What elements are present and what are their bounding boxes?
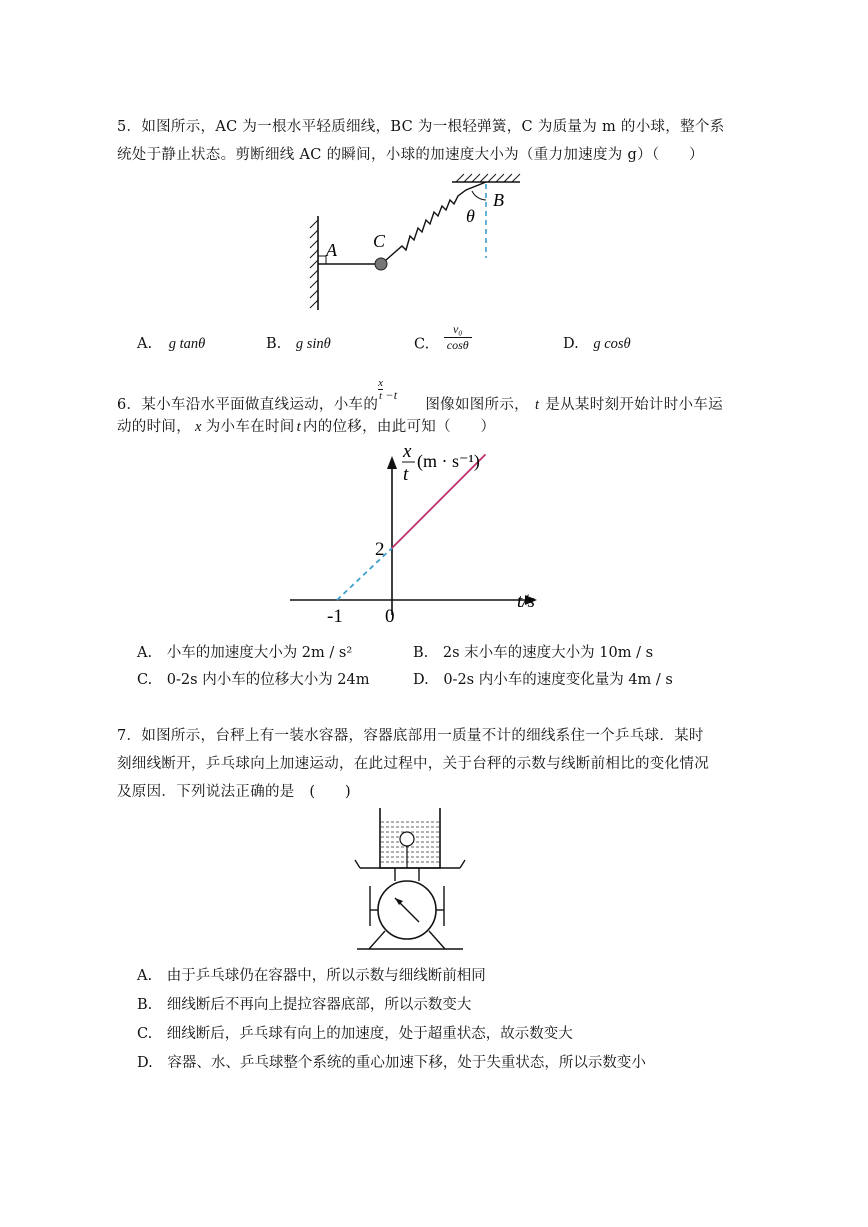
- label-theta: θ: [466, 206, 475, 226]
- q6-option-a[interactable]: [137, 641, 352, 662]
- ping-pong-ball: [400, 832, 414, 846]
- x-tick-minus1: -1: [327, 606, 343, 627]
- option-text: 小车的加速度大小为 2m / s²: [166, 645, 353, 661]
- y-label-den: t: [403, 464, 409, 485]
- label-c: C: [373, 231, 386, 251]
- option-key: C.: [414, 336, 430, 353]
- q5-option-a[interactable]: [137, 336, 205, 353]
- option-text: g cosθ: [593, 336, 631, 352]
- option-text: 0-2s 内小车的位移大小为 24m: [166, 672, 370, 688]
- q6-chart: [285, 440, 545, 630]
- option-key: D.: [563, 336, 579, 352]
- option-fraction: [444, 322, 472, 353]
- q7-option-b[interactable]: [137, 993, 471, 1014]
- fraction-den: t: [379, 389, 383, 402]
- fraction-num: x: [378, 376, 384, 389]
- option-text: 由于乒乓球仍在容器中，所以示数与细线断前相同: [166, 968, 486, 984]
- option-key: C.: [137, 1026, 153, 1042]
- option-key: A.: [137, 645, 153, 661]
- option-key: A.: [137, 336, 153, 352]
- fraction-den: cosθ: [446, 338, 469, 352]
- y-tick-2: 2: [375, 539, 385, 560]
- y-label-num: x: [403, 441, 412, 462]
- q5-figure: [300, 172, 530, 317]
- q5-option-c[interactable]: [414, 322, 472, 353]
- x-label: t/s: [517, 591, 535, 612]
- q7-option-c[interactable]: [137, 1022, 573, 1043]
- option-text: 细线断后，乒乓球有向上的加速度，处于超重状态，故示数变大: [166, 1026, 573, 1042]
- q7-option-d[interactable]: [137, 1051, 646, 1072]
- stem-fraction: [378, 377, 383, 402]
- q7-figure: [355, 806, 475, 956]
- option-key: C.: [137, 672, 153, 688]
- option-text: g tanθ: [168, 336, 206, 352]
- option-key: B.: [413, 645, 429, 661]
- x-tick-0: 0: [385, 606, 395, 627]
- y-label-unit: (m · s⁻¹): [417, 451, 480, 471]
- q6-stem-line1: [117, 376, 723, 414]
- q6-option-b[interactable]: [413, 641, 653, 662]
- stem-var: t: [534, 397, 540, 413]
- stem-text: 内的位移，由此可知（ ）: [302, 419, 496, 435]
- fraction-num: v₀: [444, 322, 472, 338]
- option-text: 2s 末小车的速度大小为 10m / s: [442, 645, 654, 661]
- stem-text: 是从某时刻开始计时小车运: [545, 397, 723, 413]
- y-axis-arrow: [387, 456, 397, 469]
- q7-stem-line2: 刻细线断开，乒乓球向上加速运动，在此过程中，关于台秤的示数与线断前相比的变化情况: [117, 756, 709, 772]
- option-text: 细线断后不再向上提拉容器底部，所以示数变大: [166, 997, 472, 1013]
- label-a: A: [326, 240, 337, 260]
- option-key: D.: [413, 672, 429, 688]
- stem-text: 6．某小车沿水平面做直线运动，小车的: [117, 397, 379, 413]
- q7-stem-line3: 及原因．下列说法正确的是 ( ): [117, 784, 351, 800]
- q6-option-d[interactable]: [413, 668, 673, 689]
- option-key: A.: [137, 968, 153, 984]
- stem-text: 图像如图所示，: [425, 397, 529, 413]
- q5-stem-line2: 统处于静止状态。剪断细线 AC 的瞬间，小球的加速度大小为（重力加速度为 g）（ ）: [117, 147, 704, 163]
- q7-stem-line1: 7．如图所示，台秤上有一装水容器，容器底部用一质量不计的细线系住一个乒乓球．某时: [117, 728, 704, 744]
- option-key: B.: [137, 997, 153, 1013]
- q6-stem-line2: [117, 415, 495, 436]
- q5-option-d[interactable]: [563, 336, 631, 353]
- stem-text: 动的时间，: [117, 419, 191, 435]
- option-key: B.: [266, 336, 282, 352]
- q7-option-a[interactable]: [137, 964, 486, 985]
- option-text: 容器、水、乒乓球整个系统的重心加速下移，处于失重状态，所以示数变小: [167, 1055, 646, 1071]
- q5-option-b[interactable]: [266, 336, 331, 353]
- stem-var: t: [296, 419, 301, 435]
- option-text: 0-2s 内小车的速度变化量为 4m / s: [443, 672, 673, 688]
- stem-text: 为小车在时间: [205, 419, 295, 435]
- option-text: g sinθ: [295, 336, 331, 352]
- q6-option-c[interactable]: [137, 668, 370, 689]
- stem-tail: −t: [385, 388, 398, 402]
- q5-stem-line1: 5．如图所示，AC 为一根水平轻质细线，BC 为一根轻弹簧，C 为质量为 m 的小球，整个系: [117, 119, 725, 135]
- stem-var: x: [195, 419, 202, 435]
- label-b: B: [493, 190, 504, 210]
- option-key: D.: [137, 1055, 153, 1071]
